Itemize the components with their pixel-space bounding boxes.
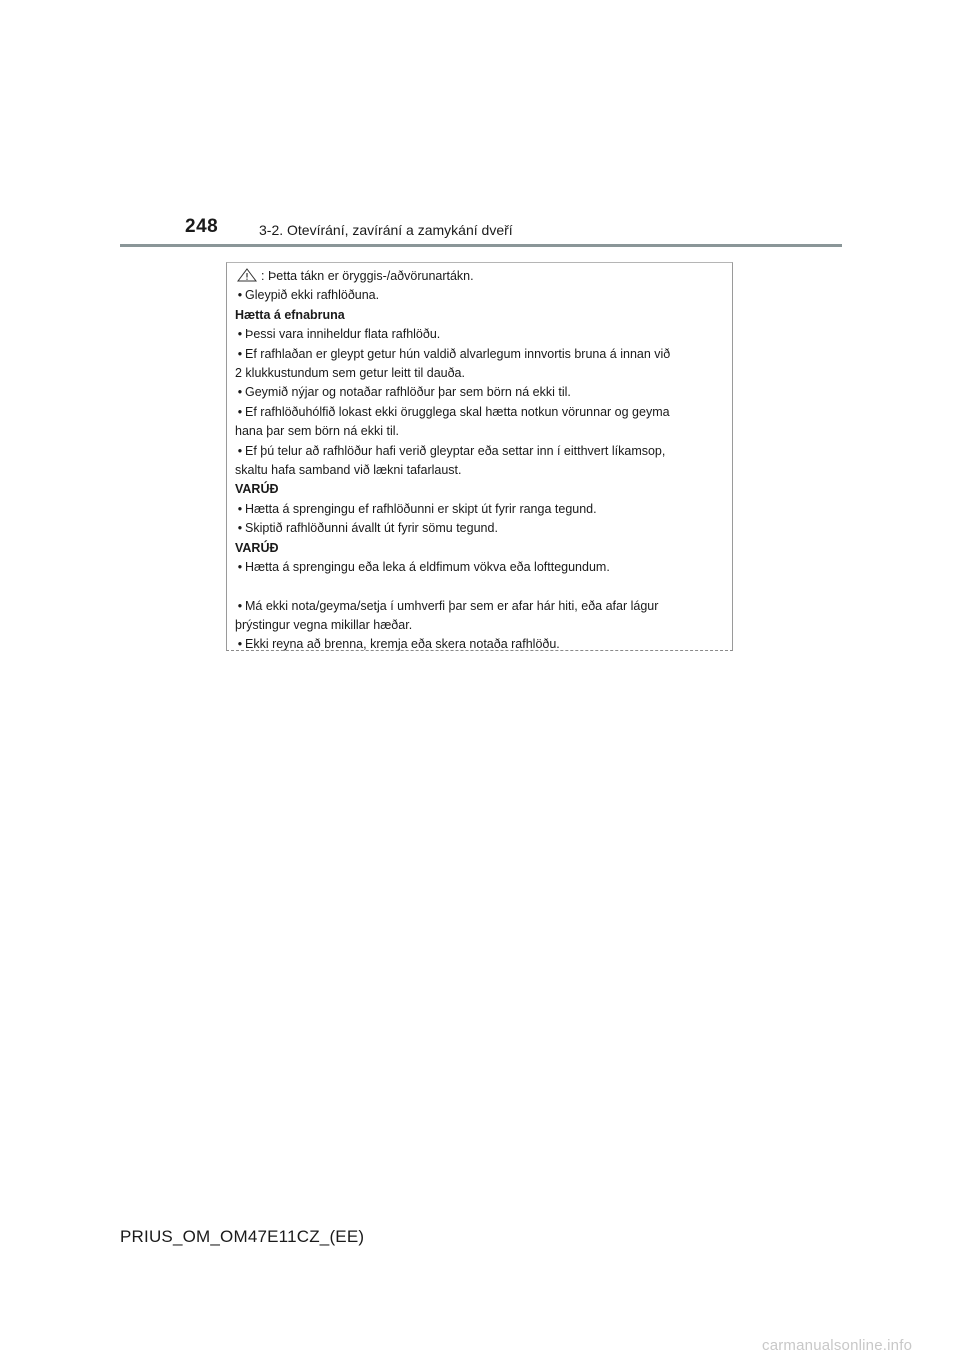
notice-line [235, 519, 724, 538]
notice-line [235, 635, 724, 654]
notice-line-text: Þessi vara inniheldur flata rafhlöðu. [245, 327, 441, 342]
bullet-glyph: • [237, 404, 243, 419]
notice-line [235, 500, 724, 519]
notice-line-text: Má ekki nota/geyma/setja í umhverfi þar sem er afar hár hiti, eða afar lágur [245, 598, 659, 613]
bullet-glyph: • [237, 521, 243, 536]
notice-line-text: skaltu hafa samband við lækni tafarlaust. [235, 463, 462, 478]
page-number: 248 [185, 216, 219, 237]
notice-line [235, 422, 724, 441]
notice-line [235, 558, 724, 577]
notice-spacer [235, 578, 724, 597]
notice-line-text: Hætta á sprengingu eða leka á eldfimum vökva eða lofttegundum. [245, 560, 610, 575]
notice-heading [235, 539, 724, 558]
notice-line-text: hana þar sem börn ná ekki til. [235, 424, 399, 439]
notice-line-text: Skiptið rafhlöðunni ávallt út fyrir sömu tegund. [245, 521, 498, 536]
notice-line-text: Ef rafhlaðan er gleypt getur hún valdið alvarlegum innvortis bruna á innan við [245, 346, 671, 361]
notice-line [235, 286, 724, 305]
bullet-glyph: • [237, 288, 243, 303]
notice-line [235, 442, 724, 461]
notice-line [235, 383, 724, 402]
warning-triangle-icon [237, 268, 257, 282]
notice-line-text: Gleypið ekki rafhlöðuna. [245, 288, 380, 303]
document-code: PRIUS_OM_OM47E11CZ_(EE) [120, 1227, 365, 1246]
notice-items [235, 286, 724, 654]
section-title: 3-2. Otevírání, zavírání a zamykání dveří [259, 222, 513, 238]
notice-line-text: Hætta á sprengingu ef rafhlöðunni er skipt út fyrir ranga tegund. [245, 501, 597, 516]
notice-line [235, 345, 724, 364]
bullet-glyph: • [237, 385, 243, 400]
notice-line-text: Hætta á efnabruna [235, 307, 345, 322]
bullet-glyph: • [237, 560, 243, 575]
notice-heading [235, 306, 724, 325]
notice-line-text: Geymið nýjar og notaðar rafhlöður þar sem börn ná ekki til. [245, 385, 571, 400]
notice-line [235, 403, 724, 422]
bullet-glyph: • [237, 327, 243, 342]
bullet-glyph: • [237, 346, 243, 361]
notice-line [235, 597, 724, 616]
notice-line [235, 364, 724, 383]
notice-line-text: Ef rafhlöðuhólfið lokast ekki örugglega skal hætta notkun vörunnar og geyma [245, 404, 670, 419]
header-divider [120, 244, 842, 247]
notice-line-text: VARÚÐ [235, 482, 279, 497]
notice-line [235, 325, 724, 344]
notice-line-text: 2 klukkustundum sem getur leitt til dauða. [235, 366, 465, 381]
bullet-glyph: • [237, 637, 243, 652]
notice-line [235, 616, 724, 635]
warning-notice-box [226, 262, 733, 651]
notice-line-text: VARÚÐ [235, 540, 279, 555]
bullet-glyph: • [237, 501, 243, 516]
bullet-glyph: • [237, 598, 243, 613]
warning-symbol-text: : Þetta tákn er öryggis-/aðvörunartákn. [261, 269, 474, 283]
notice-line-text: þrýstingur vegna mikillar hæðar. [235, 617, 413, 632]
notice-line [235, 461, 724, 480]
notice-heading [235, 480, 724, 499]
bullet-glyph: • [237, 443, 243, 458]
watermark: carmanualsonline.info [762, 1337, 913, 1354]
warning-symbol-line [235, 267, 724, 286]
notice-line-text: Ef þú telur að rafhlöður hafi verið gleyptar eða settar inn í eitthvert líkamsop, [245, 443, 666, 458]
notice-line-text: Ekki reyna að brenna, kremja eða skera notaða rafhlöðu. [245, 637, 560, 652]
